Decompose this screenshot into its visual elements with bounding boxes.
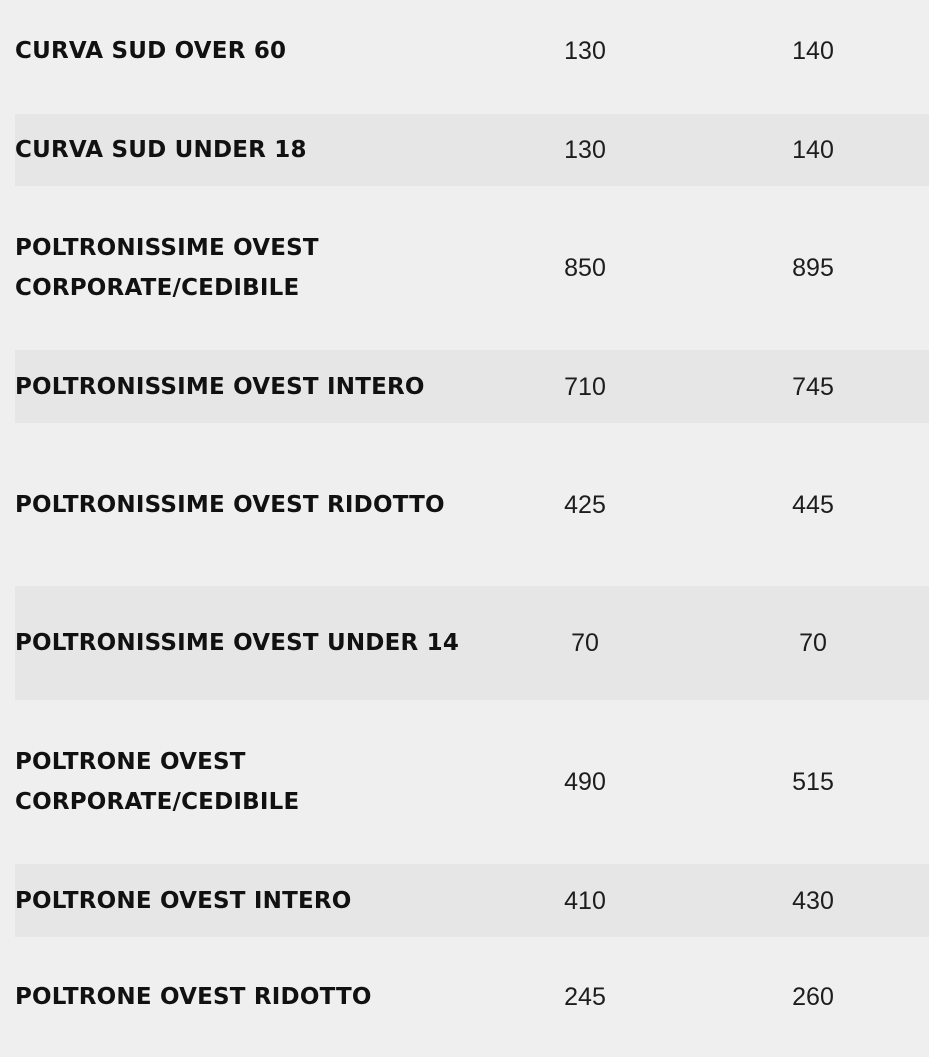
price-value: 140 [792, 136, 834, 164]
table-row [15, 937, 929, 1057]
price-value: 895 [792, 254, 834, 282]
table-row [15, 700, 929, 864]
price-value: 70 [799, 629, 827, 657]
price-value: 70 [571, 629, 599, 657]
table-row [15, 114, 929, 186]
price-value: 245 [564, 983, 606, 1011]
sector-label: POLTRONE OVEST RIDOTTO [15, 984, 372, 1010]
table-row [15, 586, 929, 700]
price-value: 260 [792, 983, 834, 1011]
price-value: 130 [564, 37, 606, 65]
sector-label: POLTRONISSIME OVEST CORPORATE/CEDIBILE [15, 235, 319, 301]
sector-label: POLTRONISSIME OVEST UNDER 14 [15, 630, 460, 656]
price-value: 140 [792, 37, 834, 65]
sector-label: POLTRONISSIME OVEST INTERO [15, 373, 425, 400]
table-row [15, 350, 929, 423]
table-row [15, 186, 929, 350]
table-row [15, 423, 929, 586]
price-value: 490 [564, 768, 606, 796]
sector-label: POLTRONISSIME OVEST RIDOTTO [15, 491, 445, 518]
price-value: 445 [792, 490, 834, 519]
price-value: 425 [564, 490, 606, 519]
sector-label: POLTRONE OVEST INTERO [15, 887, 352, 914]
table-row [15, 0, 929, 102]
table-row [15, 864, 929, 937]
sector-label: CURVA SUD UNDER 18 [15, 137, 307, 163]
price-value: 130 [564, 136, 606, 164]
price-value: 850 [564, 254, 606, 282]
price-value: 515 [792, 768, 834, 796]
price-value: 430 [792, 886, 834, 915]
sector-label: POLTRONE OVEST CORPORATE/CEDIBILE [15, 749, 300, 815]
sector-label: CURVA SUD OVER 60 [15, 38, 287, 64]
price-value: 410 [564, 886, 606, 915]
price-value: 745 [792, 372, 834, 401]
price-value: 710 [564, 372, 606, 401]
